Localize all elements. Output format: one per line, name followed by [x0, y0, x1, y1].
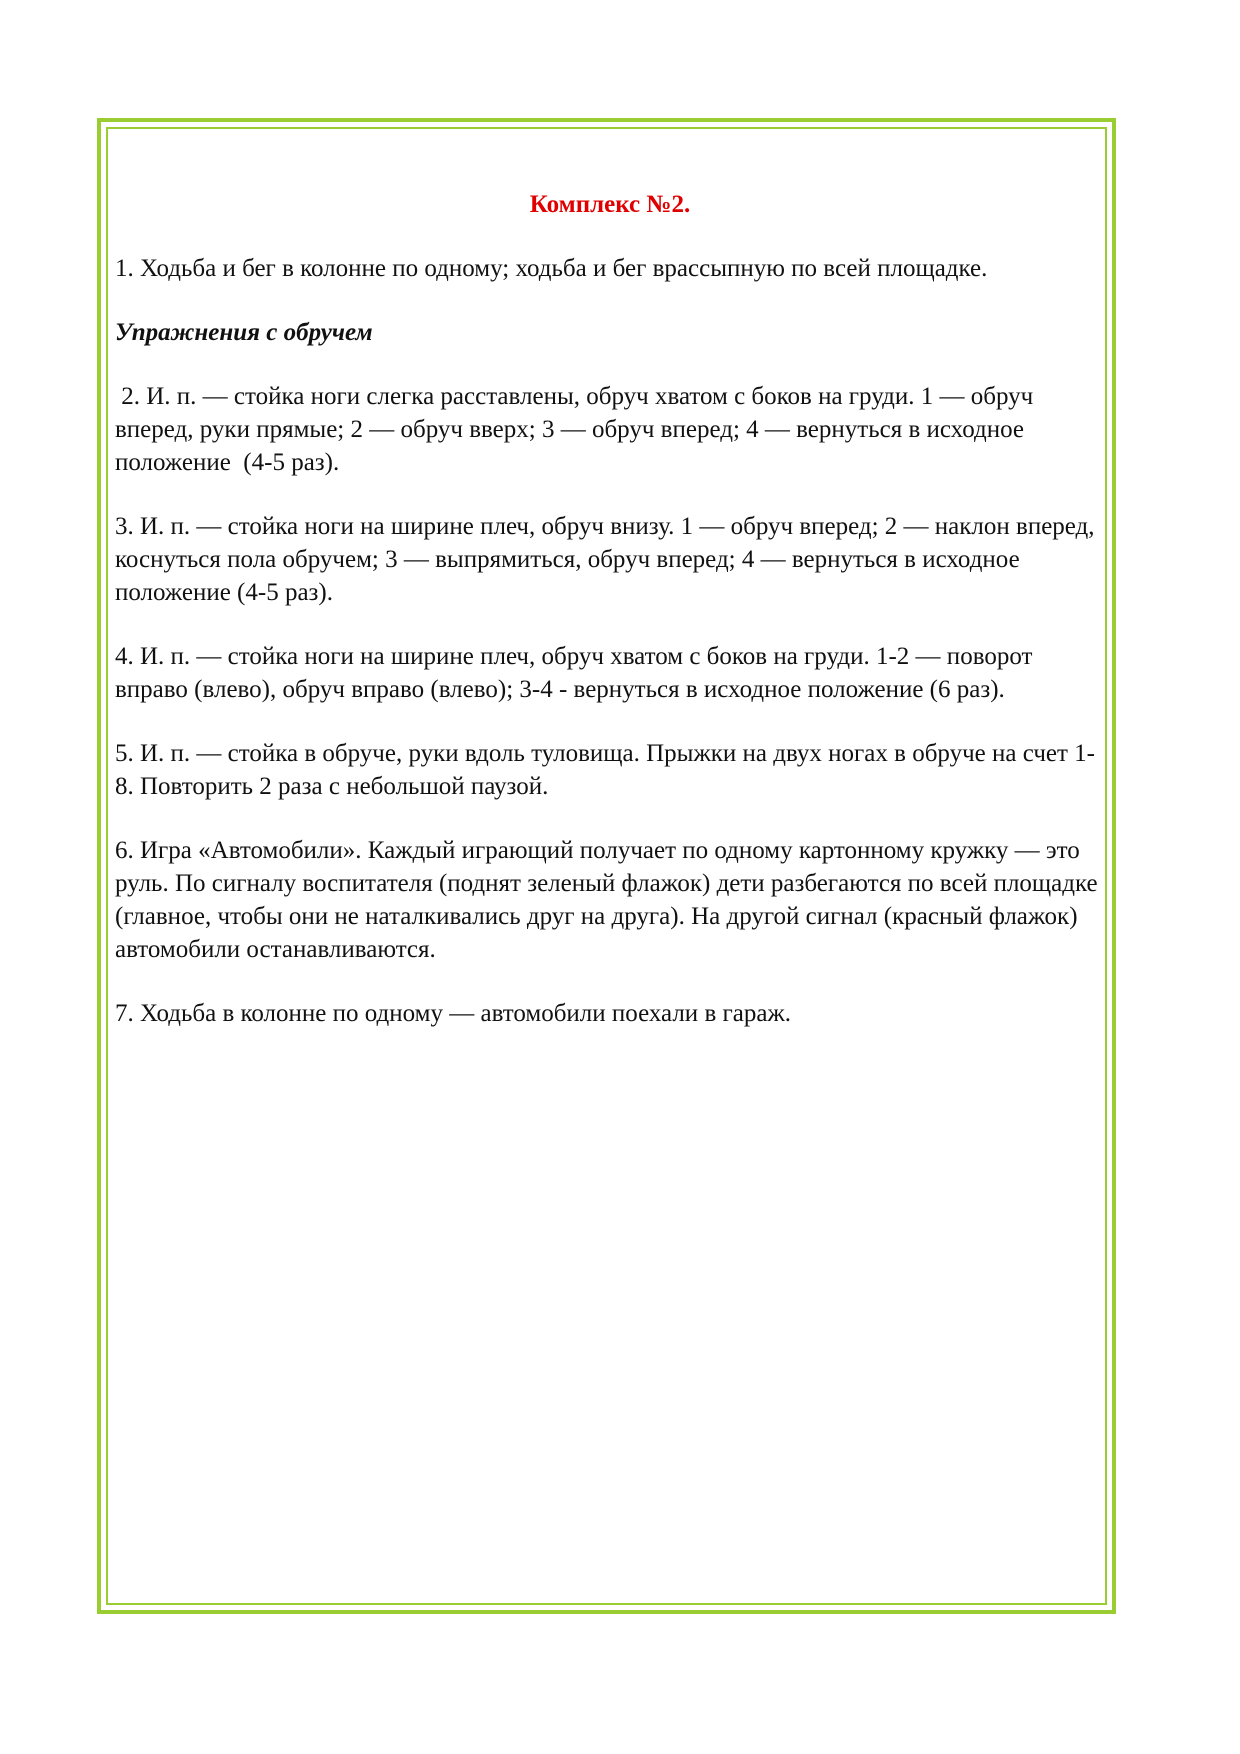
paragraph-7-walking: 7. Ходьба в колонне по одному — автомобили поехали в гараж. [115, 1000, 791, 1027]
paragraph-6-game: 6. Игра «Автомобили». Каждый играющий получает по одному картонному кружку — это руль. По сигналу воспитателя (поднят зеленый флажок) дети разбегаются по всей площадке (главное, чтобы они не наталкивались друг на друга). На другой сигнал (красный флажок) автомобили останавливаются. [115, 837, 1098, 963]
paragraph-4-exercise: 4. И. п. — стойка ноги на ширине плеч, обруч хватом с боков на груди. 1-2 — поворот вправо (влево), обруч вправо (влево); 3-4 - вернуться в исходное положение (6 раз). [115, 643, 1033, 703]
paragraph-3-exercise: 3. И. п. — стойка ноги на ширине плеч, обруч внизу. 1 — обруч вперед; 2 — наклон вперед, коснуться пола обручем; 3 — выпрямиться, обруч вперед; 4 — вернуться в исходное положение (4-5 раз). [115, 513, 1095, 606]
paragraph-2-exercise: 2. И. п. — стойка ноги слегка расставлены, обруч хватом с боков на груди. 1 — обруч вперед, руки прямые; 2 — обруч вверх; 3 — обруч вперед; 4 — вернуться в исходное положение (4-5 раз). [115, 383, 1040, 476]
document-body [115, 188, 1105, 1061]
paragraph-5-jumps: 5. И. п. — стойка в обруче, руки вдоль туловища. Прыжки на двух ногах в обруче на счет 1-8. Повторить 2 раза с небольшой паузой. [115, 740, 1096, 800]
document-title: Комплекс №2. [529, 191, 691, 218]
section-heading-hoop-exercises: Упражнения с обручем [115, 319, 373, 346]
paragraph-1-walking: 1. Ходьба и бег в колонне по одному; ходьба и бег врассыпную по всей площадке. [115, 255, 988, 282]
